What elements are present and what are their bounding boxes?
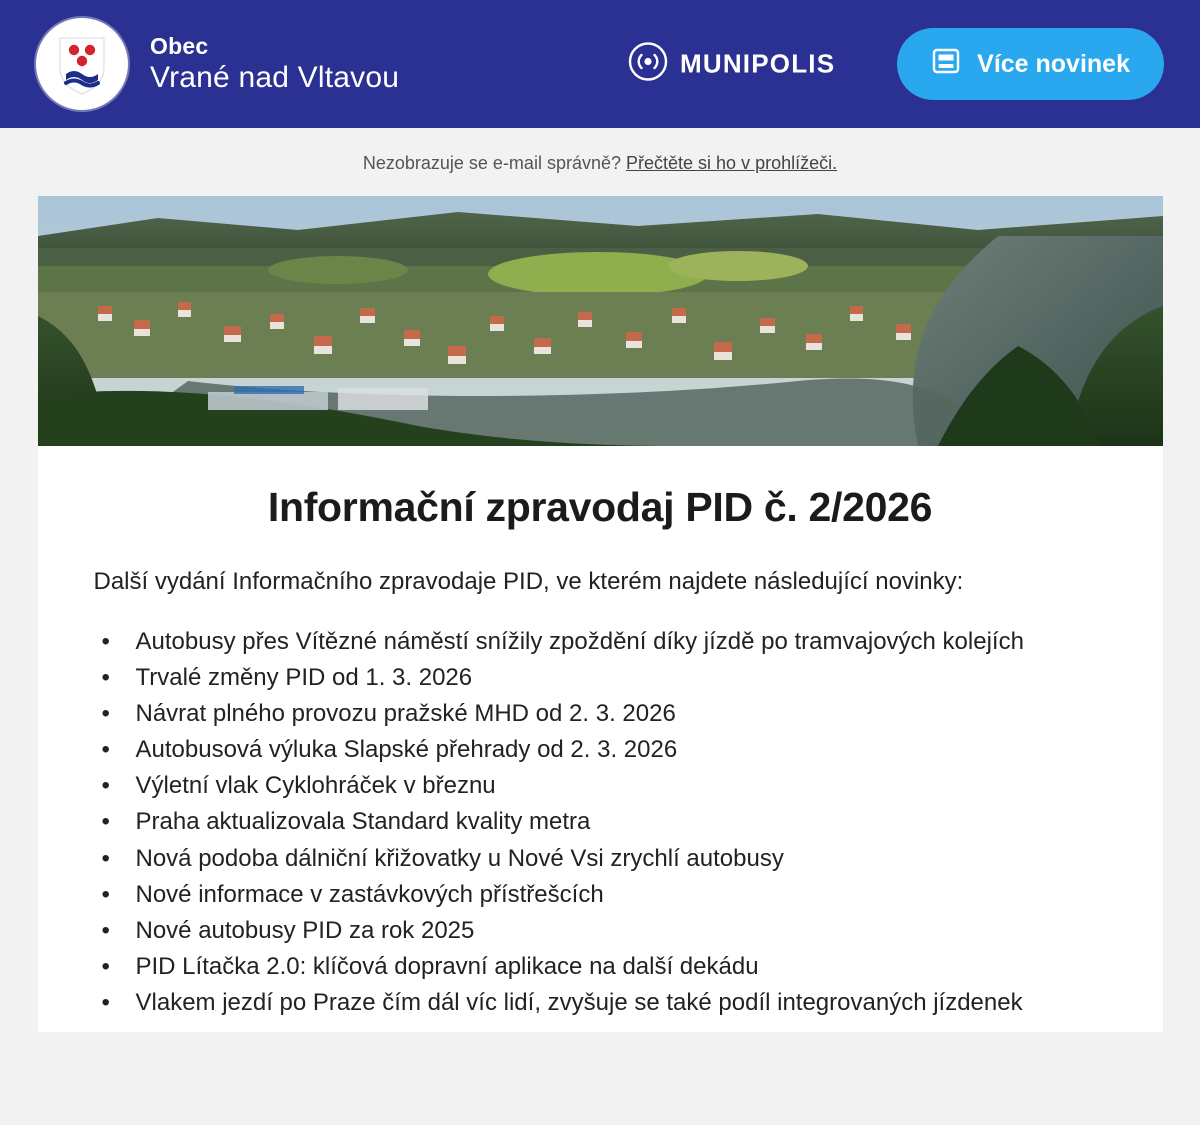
news-bullet-list xyxy=(94,625,1107,1020)
broadcast-icon xyxy=(628,42,668,87)
list-item: • Praha aktualizovala Standard kvality metra xyxy=(94,805,1107,839)
article-intro: Další vydání Informačního zpravodaje PID, ve kterém najdete následující novinky: xyxy=(93,568,964,595)
munipolis-label: MUNIPOLIS xyxy=(680,48,836,79)
list-item: • Trvalé změny PID od 1. 3. 2026 xyxy=(94,661,1107,695)
more-news-label: Více novinek xyxy=(977,49,1130,78)
page-title: Informační zpravodaj PID č. 2/2026 xyxy=(267,484,933,530)
list-item: • PID Lítačka 2.0: klíčová dopravní aplikace na další dekádu xyxy=(94,950,1107,984)
list-item: • Nové autobusy PID za rok 2025 xyxy=(94,914,1107,948)
brand-text xyxy=(150,33,399,96)
newspaper-icon xyxy=(931,46,961,83)
webview-notice-text: Nezobrazuje se e-mail správně? xyxy=(362,153,621,173)
more-news-button[interactable] xyxy=(897,28,1164,100)
site-header xyxy=(0,0,1200,128)
webview-notice xyxy=(0,128,1200,196)
list-item: • Autobusová výluka Slapské přehrady od 2. 3. 2026 xyxy=(94,733,1107,767)
webview-notice-link[interactable]: Přečtěte si ho v prohlížeči. xyxy=(626,153,838,173)
brand-line-2: Vrané nad Vltavou xyxy=(150,60,400,94)
list-item: • Nová podoba dálniční křižovatky u Nové Vsi zrychlí autobusy xyxy=(94,842,1107,876)
article-content xyxy=(38,446,1163,1032)
email-card xyxy=(38,196,1163,1032)
brand-line-1: Obec xyxy=(150,32,209,59)
coat-of-arms-icon xyxy=(36,18,128,110)
list-item: • Nové informace v zastávkových přístřešcích xyxy=(94,878,1107,912)
list-item: • Autobusy přes Vítězné náměstí snížily zpoždění díky jízdě po tramvajových kolejích xyxy=(94,625,1107,659)
hero-image xyxy=(38,196,1163,446)
list-item: • Vlakem jezdí po Praze čím dál víc lidí, zvyšuje se také podíl integrovaných jízdenek xyxy=(94,986,1107,1020)
list-item: • Výletní vlak Cyklohráček v březnu xyxy=(94,769,1107,803)
brand[interactable] xyxy=(36,18,399,110)
munipolis-logo[interactable] xyxy=(628,42,835,87)
list-item: • Návrat plného provozu pražské MHD od 2. 3. 2026 xyxy=(94,697,1107,731)
